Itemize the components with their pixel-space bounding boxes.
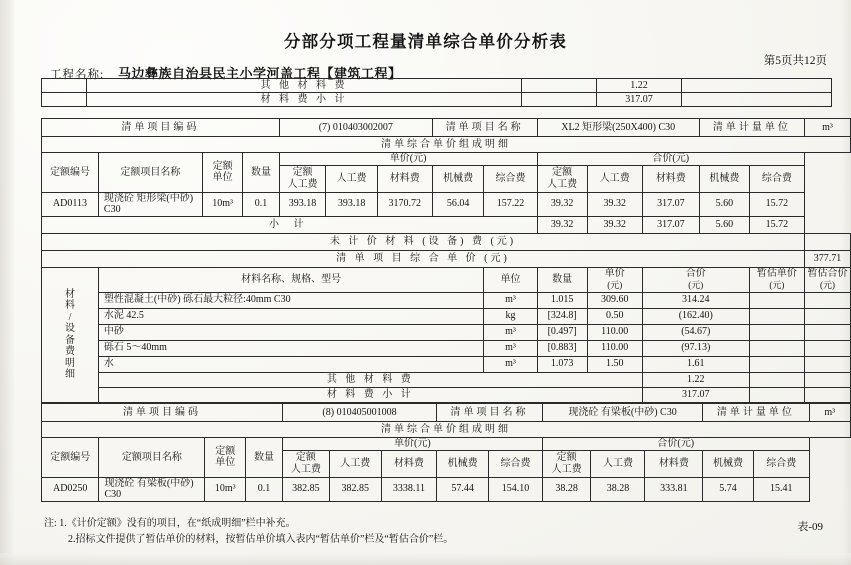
material-subtotal-value: 317.07 bbox=[597, 93, 682, 107]
header-unit-machine-2: 机械费 bbox=[437, 450, 489, 477]
header-total-quota-labor-2: 定额 人工费 bbox=[542, 450, 591, 477]
row-total-labor: 39.32 bbox=[587, 192, 642, 216]
detail-header-unit: 单位 bbox=[484, 267, 537, 292]
detail-row-unit: m³ bbox=[484, 356, 537, 372]
detail-row-unit: kg bbox=[484, 308, 537, 324]
unpriced-material-label: 未 计 价 材 料 (设 备) 费 (元) bbox=[42, 233, 805, 250]
row-total-overhead-2: 15.41 bbox=[753, 477, 809, 501]
table-row bbox=[42, 387, 851, 402]
subtotal-material: 317.07 bbox=[642, 216, 699, 233]
table-row bbox=[42, 250, 851, 267]
header-quota-unit-2: 定额 单位 bbox=[205, 438, 246, 478]
cell-blank bbox=[522, 93, 597, 107]
row-total-quota-labor-2: 38.28 bbox=[542, 477, 591, 501]
row-unit-labor-2: 382.85 bbox=[329, 477, 381, 501]
item-unit-label-2: 清单计量单位 bbox=[703, 404, 809, 422]
header-unit-labor: 人工费 bbox=[326, 165, 377, 192]
cell-blank bbox=[749, 372, 804, 387]
header-total-labor: 人工费 bbox=[587, 165, 642, 192]
item-name-label: 清单项目名称 bbox=[432, 119, 537, 137]
note-line-2: 2.招标文件提供了暂估单价的材料，按暂估单价填入表内“暂估单价”栏及“暂估合价”栏。 bbox=[68, 533, 454, 545]
comprehensive-price-value: 377.71 bbox=[804, 250, 850, 267]
table-row bbox=[42, 324, 851, 340]
subtotal-overhead: 15.72 bbox=[749, 216, 804, 233]
table-row bbox=[42, 356, 851, 372]
table-row bbox=[42, 192, 851, 216]
cell-blank bbox=[804, 387, 850, 402]
composition-title: 清单综合单价组成明细 bbox=[42, 137, 851, 153]
table-row bbox=[42, 93, 832, 107]
detail-row-prov-price bbox=[749, 324, 804, 340]
detail-row-name: 水泥 42.5 bbox=[98, 308, 484, 324]
row-unit-machine-2: 57.44 bbox=[437, 477, 489, 501]
cell-blank bbox=[682, 79, 832, 93]
header-qty-2: 数量 bbox=[246, 438, 283, 478]
header-unit-overhead-2: 综合费 bbox=[489, 450, 543, 477]
row-unit-material: 3170.72 bbox=[377, 192, 432, 216]
table-row bbox=[42, 340, 851, 356]
row-unit-quota-labor: 393.18 bbox=[279, 192, 326, 216]
item-unit-value: m³ bbox=[804, 119, 850, 137]
item-unit-value-2: m³ bbox=[809, 404, 850, 422]
detail-row-qty: 1.073 bbox=[537, 356, 587, 372]
detail-header-total: 合价 (元) bbox=[642, 267, 749, 292]
row-total-labor-2: 38.28 bbox=[591, 477, 645, 501]
cell-blank bbox=[682, 93, 832, 107]
unpriced-material-value bbox=[804, 233, 850, 250]
detail-material-subtotal-value: 317.07 bbox=[642, 387, 749, 402]
detail-row-prov-price bbox=[749, 308, 804, 324]
header-total-price-group: 合价(元) bbox=[537, 153, 804, 166]
detail-row-qty: [0.497] bbox=[537, 324, 587, 340]
row-total-quota-labor: 39.32 bbox=[537, 192, 587, 216]
header-quota-no: 定额编号 bbox=[42, 153, 99, 193]
header-quota-unit: 定额 单位 bbox=[202, 153, 242, 193]
header-total-labor-2: 人工费 bbox=[591, 450, 645, 477]
header-quota-no-2: 定额编号 bbox=[42, 438, 99, 478]
detail-row-total: (54.67) bbox=[642, 324, 749, 340]
header-unit-price-group-2: 单价(元) bbox=[282, 438, 542, 451]
item-name-value: XL2 矩形梁(250X400) C30 bbox=[537, 119, 699, 137]
project-name-label: 工程名称: bbox=[50, 69, 105, 81]
detail-row-name: 中砂 bbox=[98, 324, 484, 340]
item-code-label-2: 清单项目编码 bbox=[42, 404, 283, 422]
detail-other-material-value: 1.22 bbox=[642, 372, 749, 387]
row-quota-name: 现浇砼 矩形梁(中砂) C30 bbox=[98, 192, 202, 216]
form-number: 表-09 bbox=[797, 521, 823, 533]
note-line-1: 注: 1.《计价定额》没有的项目，在“纸成明细”栏中补充。 bbox=[44, 518, 296, 529]
header-total-machine-2: 机械费 bbox=[703, 450, 754, 477]
detail-row-name: 水 bbox=[98, 356, 484, 372]
table-row bbox=[42, 79, 832, 93]
detail-row-name: 塑性混凝土(中砂) 砾石最大粒径:40mm C30 bbox=[98, 292, 484, 308]
row-quota-unit: 10m³ bbox=[202, 192, 242, 216]
detail-row-unit: m³ bbox=[484, 292, 537, 308]
material-subtotal-label: 材 料 费 小 计 bbox=[87, 93, 522, 107]
other-material-fee-label: 其 他 材 料 费 bbox=[87, 79, 522, 93]
detail-material-subtotal-label: 材 料 费 小 计 bbox=[98, 387, 642, 402]
detail-row-prov-total bbox=[804, 324, 850, 340]
subtotal-labor: 39.32 bbox=[587, 216, 642, 233]
table-row bbox=[42, 119, 851, 137]
table-row bbox=[42, 422, 851, 438]
detail-row-qty: [324.8] bbox=[537, 308, 587, 324]
item-name-value-2: 现浇砼 有梁板(中砂) C30 bbox=[542, 404, 702, 422]
table-row bbox=[42, 233, 851, 250]
row-unit-quota-labor-2: 382.85 bbox=[282, 477, 329, 501]
item-code-value: (7) 010403002007 bbox=[279, 119, 432, 137]
detail-row-price: 1.50 bbox=[587, 356, 642, 372]
table-row bbox=[42, 292, 851, 308]
row-quota-unit-2: 10m³ bbox=[205, 477, 246, 501]
header-total-material-2: 材料费 bbox=[645, 450, 703, 477]
detail-row-qty: [0.883] bbox=[537, 340, 587, 356]
subtotal-quota-labor: 39.32 bbox=[537, 216, 587, 233]
row-total-material-2: 333.81 bbox=[645, 477, 703, 501]
detail-header-prov-total: 暂估合价 (元) bbox=[804, 267, 850, 292]
row-qty-2: 0.1 bbox=[246, 477, 283, 501]
row-quota-name-2: 现浇砼 有梁板(中砂) C30 bbox=[99, 477, 205, 501]
detail-row-price: 110.00 bbox=[587, 340, 642, 356]
detail-row-total: (162.40) bbox=[642, 308, 749, 324]
subtotal-label: 小 计 bbox=[42, 216, 538, 233]
table-row bbox=[42, 438, 851, 451]
detail-row-prov-total bbox=[804, 340, 850, 356]
header-unit-material-2: 材料费 bbox=[381, 450, 436, 477]
detail-row-price: 309.60 bbox=[587, 292, 642, 308]
header-unit-price-group: 单价(元) bbox=[279, 153, 537, 166]
footer-notes bbox=[44, 516, 453, 547]
header-total-quota-labor: 定额 人工费 bbox=[537, 165, 587, 192]
table-row bbox=[42, 404, 851, 422]
row-total-material: 317.07 bbox=[642, 192, 699, 216]
detail-row-total: (97.13) bbox=[642, 340, 749, 356]
detail-row-qty: 1.015 bbox=[537, 292, 587, 308]
detail-row-prov-price bbox=[749, 356, 804, 372]
table-row bbox=[42, 372, 851, 387]
item-name-label-2: 清单项目名称 bbox=[437, 404, 543, 422]
comprehensive-price-label: 清 单 项 目 综 合 单 价 (元) bbox=[42, 250, 805, 267]
table-row bbox=[42, 477, 851, 501]
row-qty: 0.1 bbox=[243, 192, 279, 216]
item-code-label: 清单项目编码 bbox=[42, 119, 280, 137]
detail-row-total: 314.24 bbox=[642, 292, 749, 308]
header-total-machine: 机械费 bbox=[699, 165, 749, 192]
row-unit-material-2: 3338.11 bbox=[381, 477, 436, 501]
subtotal-machine: 5.60 bbox=[699, 216, 749, 233]
detail-row-prov-price bbox=[749, 292, 804, 308]
detail-row-unit: m³ bbox=[484, 340, 537, 356]
item-unit-label: 清单计量单位 bbox=[699, 119, 804, 137]
row-unit-machine: 56.04 bbox=[432, 192, 484, 216]
table-row bbox=[42, 267, 851, 292]
header-unit-material: 材料费 bbox=[377, 165, 432, 192]
header-unit-overhead: 综合费 bbox=[484, 165, 537, 192]
detail-header-name: 材料名称、规格、型号 bbox=[98, 267, 484, 292]
header-total-overhead-2: 综合费 bbox=[753, 450, 809, 477]
table-row bbox=[42, 216, 851, 233]
detail-row-price: 0.50 bbox=[587, 308, 642, 324]
row-total-machine-2: 5.74 bbox=[703, 477, 754, 501]
header-total-overhead: 综合费 bbox=[749, 165, 804, 192]
header-unit-machine: 机械费 bbox=[432, 165, 484, 192]
detail-other-material-label: 其 他 材 料 费 bbox=[98, 372, 642, 387]
composition-title-2: 清单综合单价组成明细 bbox=[42, 422, 851, 438]
detail-header-price: 单价 (元) bbox=[587, 267, 642, 292]
analysis-block-1 bbox=[41, 118, 851, 403]
detail-row-total: 1.61 bbox=[642, 356, 749, 372]
header-total-price-group-2: 合价(元) bbox=[542, 438, 809, 451]
row-unit-overhead: 157.22 bbox=[484, 192, 537, 216]
table-row bbox=[42, 308, 851, 324]
cell-blank bbox=[804, 372, 850, 387]
header-total-material: 材料费 bbox=[642, 165, 699, 192]
header-unit-quota-labor-2: 定额 人工费 bbox=[282, 450, 329, 477]
top-fragment-table bbox=[41, 78, 832, 107]
row-total-machine: 5.60 bbox=[699, 192, 749, 216]
header-qty: 数量 bbox=[243, 153, 279, 193]
detail-row-prov-total bbox=[804, 292, 850, 308]
row-unit-labor: 393.18 bbox=[326, 192, 377, 216]
cell-blank bbox=[522, 79, 597, 93]
page-number: 第5页共12页 bbox=[763, 55, 827, 67]
row-quota-no-2: AD0250 bbox=[42, 477, 99, 501]
cell-blank bbox=[42, 93, 87, 107]
table-row bbox=[42, 153, 851, 166]
header-unit-quota-labor: 定额 人工费 bbox=[279, 165, 326, 192]
page-title: 分部分项工程量清单综合单价分析表 bbox=[283, 32, 568, 51]
header-quota-name: 定额项目名称 bbox=[98, 153, 202, 193]
cell-blank bbox=[42, 79, 87, 93]
detail-header-prov-price: 暂估单价 (元) bbox=[749, 267, 804, 292]
header-unit-labor-2: 人工费 bbox=[329, 450, 381, 477]
detail-row-price: 110.00 bbox=[587, 324, 642, 340]
detail-row-name: 砾石 5～40mm bbox=[98, 340, 484, 356]
detail-header-qty: 数量 bbox=[537, 267, 587, 292]
table-row bbox=[42, 137, 851, 153]
detail-row-prov-price bbox=[749, 340, 804, 356]
cell-blank bbox=[749, 387, 804, 402]
row-quota-no: AD0113 bbox=[42, 192, 99, 216]
header-quota-name-2: 定额项目名称 bbox=[99, 438, 205, 478]
row-unit-overhead-2: 154.10 bbox=[489, 477, 543, 501]
item-code-value-2: (8) 010405001008 bbox=[282, 404, 436, 422]
detail-side-label: 材 料 / 设 备 费 明 细 bbox=[42, 267, 99, 402]
project-name-value: 马边彝族自治县民主小学河盖工程【建筑工程】 bbox=[118, 66, 402, 81]
detail-row-prov-total bbox=[804, 308, 850, 324]
detail-row-prov-total bbox=[804, 356, 850, 372]
analysis-block-2 bbox=[41, 403, 851, 502]
detail-row-unit: m³ bbox=[484, 324, 537, 340]
row-total-overhead: 15.72 bbox=[749, 192, 804, 216]
other-material-fee-value: 1.22 bbox=[597, 79, 682, 93]
